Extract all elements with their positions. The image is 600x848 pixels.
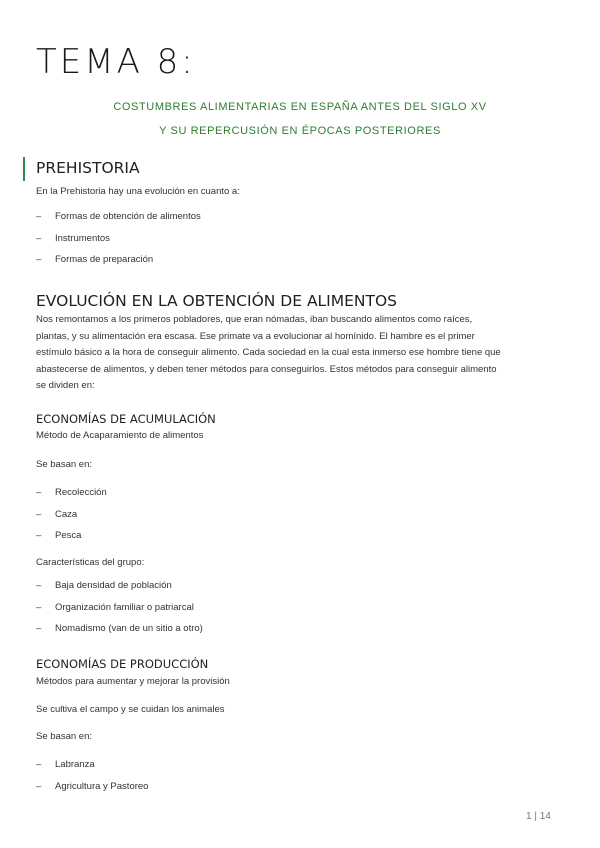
section-accent-bar (23, 157, 25, 181)
prehistoria-intro: En la Prehistoria hay una evolución en cuanto a: (36, 186, 240, 197)
bullet-dash: – (36, 508, 42, 520)
caracteristicas-list (36, 580, 203, 645)
heading-evolucion: EVOLUCIÓN EN LA OBTENCIÓN DE ALIMENTOS (36, 292, 398, 310)
acumulacion-caracteristicas: Características del grupo: (36, 557, 145, 568)
bullet-dash: – (36, 254, 42, 265)
list-item: – Nomadismo (van de un sitio a otro) (36, 623, 203, 634)
list-item: – Labranza (36, 759, 95, 770)
produccion-subtitle: Métodos para aumentar y mejorar la provisión (36, 676, 230, 687)
produccion-se-basan: Se basan en: (36, 731, 92, 742)
heading-acumulacion: ECONOMÍAS DE ACUMULACIÓN (36, 412, 216, 426)
prehistoria-list (36, 211, 201, 276)
heading-produccion: ECONOMÍAS DE PRODUCCIÓN (36, 657, 209, 671)
acumulacion-list (36, 487, 107, 552)
evolucion-paragraph: Nos remontamos a los primeros pobladores, que eran nómadas, iban buscando alimentos como raíces, plantas, y su alimentación era escasa. Ese primate va a evolucionar al homínido. El hambre es el primer estímulo básico a la hora de conseguir alimento. Cada sociedad en la cual esta inmerso ese hombre tiene que abastecerse de alimentos, y deben tener métodos para conseguirlos. Estos métodos para conseguir alimento se dividen en: (36, 314, 501, 391)
bullet-dash: – (36, 530, 42, 541)
list-item: – Agricultura y Pastoreo (36, 780, 149, 792)
list-item: – Caza (36, 508, 78, 520)
bullet-dash: – (36, 623, 42, 634)
list-item: – Formas de preparación (36, 254, 154, 265)
bullet-dash: – (36, 759, 42, 770)
acumulacion-se-basan: Se basan en: (36, 459, 92, 470)
list-item: – Organización familiar o patriarcal (36, 601, 194, 613)
bullet-dash: – (36, 211, 42, 222)
doc-title: TEMA 8: (36, 42, 196, 82)
doc-subtitle-line-2: Y SU REPERCUSIÓN EN ÉPOCAS POSTERIORES (159, 125, 441, 137)
produccion-line: Se cultiva el campo y se cuidan los animales (36, 704, 225, 715)
bullet-dash: – (36, 580, 42, 591)
list-item: – Pesca (36, 530, 82, 541)
list-item: – Baja densidad de población (36, 580, 172, 591)
doc-subtitle-line-1: COSTUMBRES ALIMENTARIAS EN ESPAÑA ANTES DEL SIGLO XV (113, 101, 487, 113)
list-item: – Recolección (36, 487, 107, 498)
page-number: 1 | 14 (526, 811, 551, 822)
bullet-dash: – (36, 232, 42, 244)
bullet-dash: – (36, 487, 42, 498)
bullet-dash: – (36, 601, 42, 613)
list-item: – Instrumentos (36, 232, 110, 244)
bullet-dash: – (36, 780, 42, 792)
acumulacion-subtitle: Método de Acaparamiento de alimentos (36, 430, 204, 441)
heading-prehistoria: PREHISTORIA (36, 159, 140, 177)
list-item: – Formas de obtención de alimentos (36, 211, 201, 222)
produccion-list (36, 759, 148, 802)
